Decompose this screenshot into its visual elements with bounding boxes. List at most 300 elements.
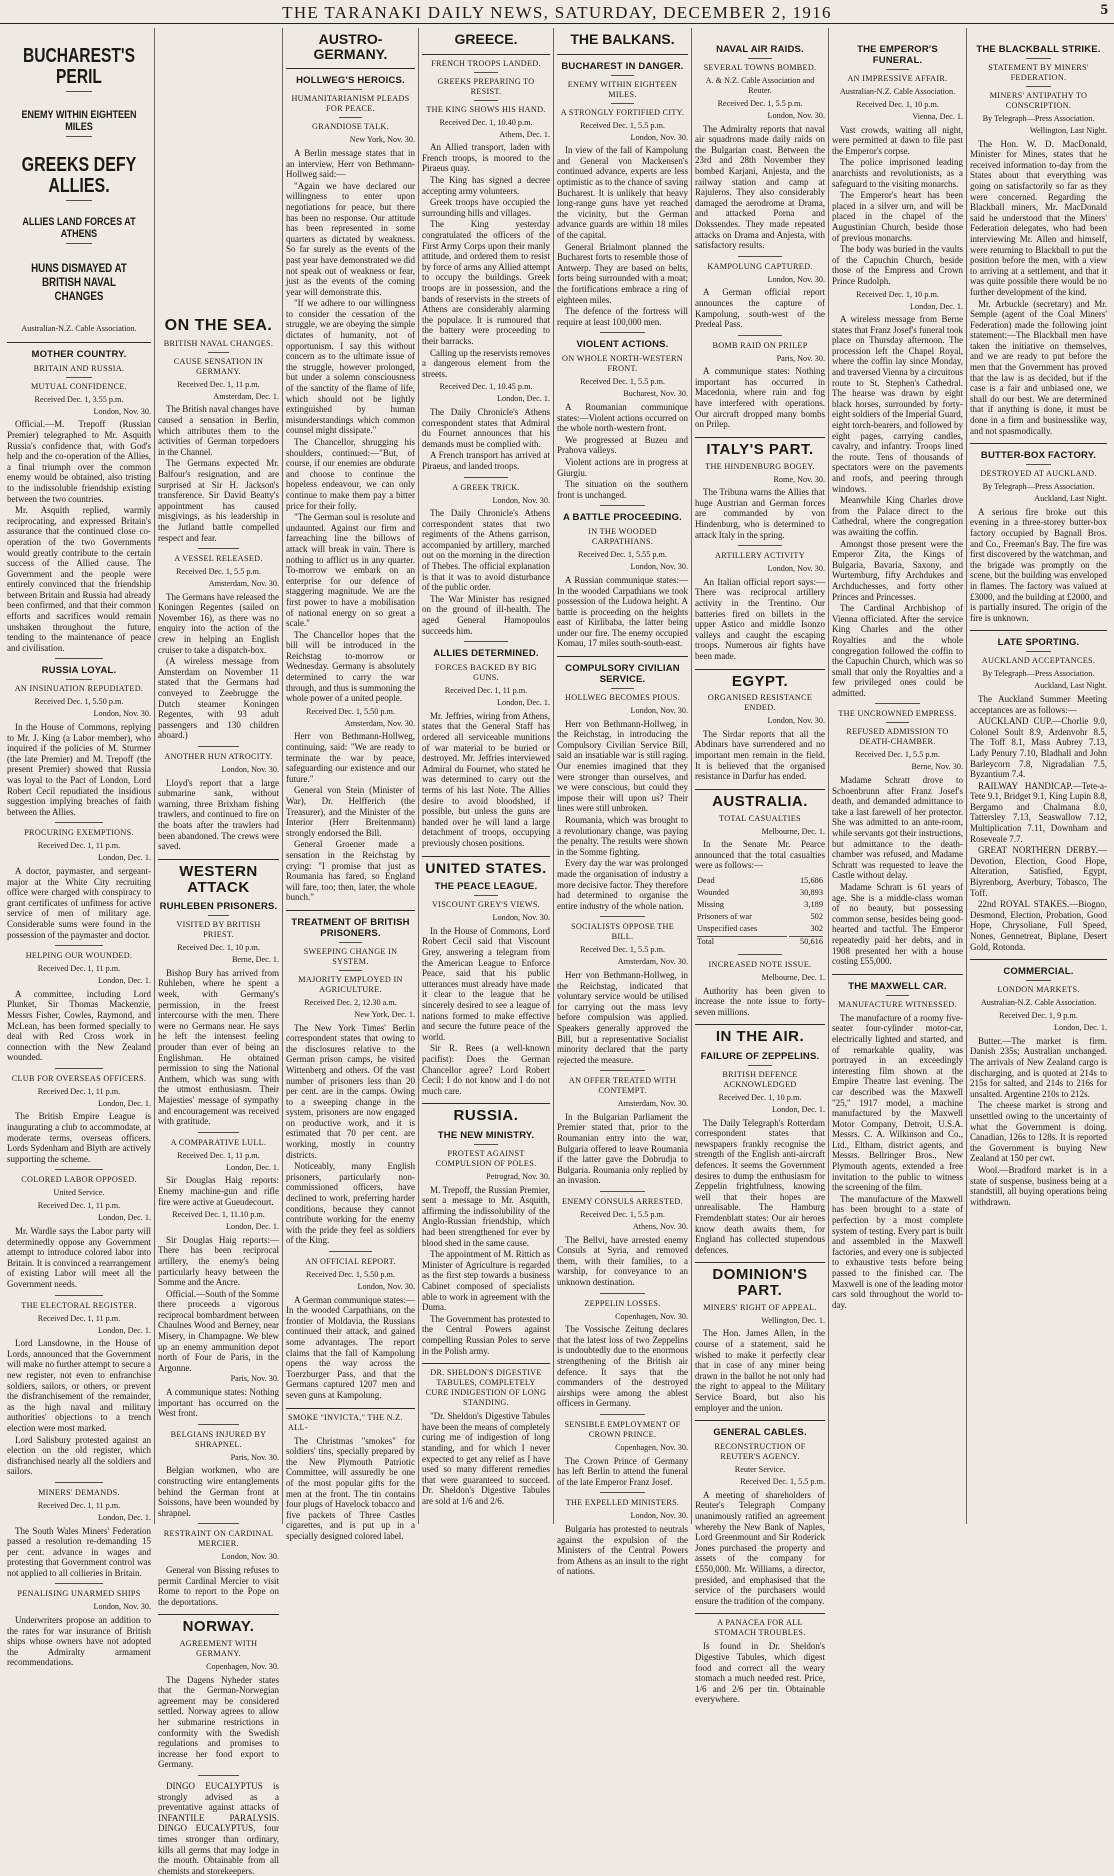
subheading: TOTAL CASUALTIES [719,813,801,823]
subheading: MUTUAL CONFIDENCE. [30,381,128,391]
article-paragraph: A wireless message from Berne states that Franz Josef's funeral took place on Thursday afternoon. The procession left the Chapel Royal, where the coffin lay since Monday, and traversed Vienna by a circuitous route to St. Stephen's Cathedral. The hearse was drawn by eight black horses, surrounded by forty-eight soldiers of the Imperial Guard, eight torch-bearers, and followed by eight pages, carrying candles, cavalry, and infantry. Troops lined the route. Tens of thousands of spectators were on the pavements and roofs, and peering through windows. [832,314,963,494]
subheading: RESTRAINT ON CARDINAL MERCIER. [163,1529,274,1549]
dateline: London, Dec. 1. [98,1325,151,1335]
article-paragraph: Lloyd's report that a large submarine sank, without warning, three Brixham fishing trawlers, and continued to fire on the boats after the trawlers had been abandoned. The crews were saved. [158,777,279,852]
article-paragraph: Every day the war was prolonged made the organisation of industry a more decisive factor. They therefore had determined to organise the entire industry of the whole nation. [557,858,688,911]
received-line: Received Dec. 1, 10 p.m. [856,100,939,109]
subheading: FORCES BACKED BY BIG GUNS. [435,663,537,683]
subheading: ARTILLERY ACTIVITY [715,551,805,561]
subheading: GREEKS PREPARING TO RESIST. [437,76,535,96]
subheading: HOLLWEG'S HEROICS. [296,75,405,87]
section-heading: THE MAXWELL CAR. [848,980,947,992]
dateline: London, Dec. 1. [98,976,151,986]
subheading: AN IMPRESSIVE AFFAIR. [847,74,948,83]
dateline: London, Nov. 30. [93,406,151,416]
article-paragraph: The South Wales Miners' Federation passed a resolution re-demanding 15 per cent. advance in wages and protesting that Government control was not applied to all collieries in Britain. [7,1525,151,1578]
dateline: Vienna, Dec. 1. [912,112,963,121]
subheading: HOLLWEG BECOMES PIOUS. [565,693,680,703]
dateline: London, Dec. 1. [497,394,550,404]
section-heading: BUTTER-BOX FACTORY. [980,450,1097,462]
subheading: BRITISH NAVAL CHANGES. [163,338,274,348]
dateline: London, Nov. 30. [630,706,688,716]
subheading: REFUSED ADMISSION TO DEATH-CHAMBER. [846,727,949,747]
article-paragraph: A serious fire broke out this evening in a three-storey butter-box factory occupied by Bagnall Bros. and Co., Freeman's Bay. The fire was first discovered by the watchman, and the brigade was promptly on the scene, but the building was enveloped in flames. The factory was valued at £3000, and the building at £2000, and is partially insured. The origin of the fire is unknown. [970,506,1107,623]
table-total-row [697,936,823,947]
greece-headline: GREEKS DEFY ALLIES. [21,154,137,198]
subheading: VISCOUNT GREY'S VIEWS. [431,900,541,910]
subheading: THE EXPELLED MINISTERS. [565,1498,680,1508]
dateline: London, Dec. 1. [98,853,151,863]
section-heading: ITALY'S PART. [706,440,814,458]
subheading: A VESSEL RELEASED. [174,554,263,564]
dateline: Wellington, Last Night. [1029,126,1107,135]
article-paragraph: Vast crowds, waiting all night, were permitted at dawn to file past the Emperor's corpse. [832,124,963,156]
table-row [697,888,823,898]
article-paragraph: Sir Douglas Haig reports:—There has been reciprocal artillery, the enemy's being particularly heavy between the Somme and the Ancre. [158,1234,279,1288]
subheading: IN THE WOODED CARPATHIANS. [588,527,657,547]
subheading: HUMANITARIANISM PLEADS FOR PEACE. [291,94,410,114]
article-paragraph: The police imprisoned leading anarchists and revolutionists, as a safeguard to the visiting monarchs. [832,157,963,189]
article-paragraph: In the House of Commons, replying to Mr. J. King (a Labor member), who inquired if the policies of M. Sturmer (the late Premier) and M. Trepoff (the present Premier) showed that Russia was loyal to the Pact of London, Lord Robert Cecil repudiated the insidious suggestion implying breaches of faith between the Allies. [7,722,151,817]
subheading: AN INSINUATION REPUDIATED. [14,684,144,694]
advertisement-text: The Christmas "smokes" for soldiers' tins, specially prepared by the New Plymouth Patriotic Committee, will assuredly be one of the most popular gifts for the men at the front. The tin contains four plugs of Havelock tobacco and five packets of Three Castles cigarettes, and is put up in a specially designed colored label. [286,1435,415,1541]
dateline: London, Dec. 1. [910,301,963,311]
received-line: Received Dec. 1, 9 p.m. [999,1011,1078,1021]
dateline: Berne, Dec. 1. [231,955,279,965]
article-paragraph: A French transport has arrived at Piraeus, and landed troops. [422,450,550,471]
article-paragraph: 22nd ROYAL STAKES.—Biogno, Desmond, Election, Probation, Good Hope, Chrysoliane, Full Speed, Nones, Gennetreat, Biplane, Desert Gold, Rotonda. [970,899,1107,952]
casualty-value: 3,189 [804,899,823,909]
article-paragraph: GREAT NORTHERN DERBY.—Devotion, Election, Good Hope, Alteration, Satisfied, Egypt, Biyrenborg, Averbury, Tobasco, The Toff. [970,845,1107,898]
article-paragraph: A doctor, paymaster, and sergeant-major at the White City recruiting office were charged with conspiracy to grant certificates of unfitness for active service of men of military age. Considerable sums were found in the possession of the paymaster and doctor. [7,865,151,940]
section-heading: GENERAL CABLES. [713,1427,807,1439]
article-paragraph: A communique states: Nothing important has occurred on the West front. [158,1387,279,1419]
article-paragraph: The Germans have released the Koningen Regentes (sailed on November 16), as there was no enquiry into the action of the crew in helping an English cruiser to take a dispatch-box. [158,591,279,655]
subheading: ORGANISED RESISTANCE ENDED. [707,693,813,713]
article-paragraph: A communique states: Nothing important has occurred in Macedonia, where rain and fog have interfered with operations. Our aircraft dropped many bombs on Prilep. [695,366,825,430]
article-paragraph: The War Minister has resigned on the ground of ill-health. The aged General Hamopoulos succeeds him. [422,593,550,636]
article-paragraph: Herr von Bethmann-Hollweg, in the Reichstag, in introducing the Compulsory Civilian Service Bill, said an insatiable war is still raging. Our enemies imagined that they were stronger than ourselves, and we were conscious, but could they impose their will upon us? Their lines were still unbroken. [557,718,688,814]
subheading: CAUSE SENSATION IN GERMANY. [173,356,264,376]
article-paragraph: In view of the fall of Kampolung and General von Mackensen's continued advance, experts are less optimistic as to the chance of saving Bucharest. It is unlikely that heavy long-range guns have yet reached the vicinity, but the German advance guards are within 18 miles of the capital. [557,145,688,241]
dateline: London, Nov. 30. [767,716,825,726]
subheading: PROCURING EXEMPTIONS. [24,828,134,838]
received-line: Received Dec. 1, 11 p.m. [37,1500,121,1510]
received-line: Reuter Service. [734,1465,786,1475]
article-paragraph: "Again we have declared our willingness to enter upon negotiations for peace, but there has been no response. Our attitude has been represented in some quarters as dictated by weakness. So far surely as the events of the past year have demonstrated we did not speak out of weakness or fear, just as the events of the coming year will demonstrate this. [286,180,415,297]
dateline: London, Nov. 30. [221,765,279,775]
dateline: Amsterdam, Nov. 30. [617,957,688,967]
subheading: THE HINDENBURG BOGEY. [705,461,815,471]
article-paragraph: General von Stein (Minister of War), Dr. Helfferich (the Treasurer), and the Minister of the Interior (Herr Breitenmann) strongly endorsed the Bill. [286,785,415,838]
article-paragraph: A meeting of shareholders of Reuter's Telegraph Company unanimously ratified an agreement whereby the New Bank of Naples, Lord Greenmount and Sir Roderick Jones purchased the property and assets of the company for £550,000. Mr. Williams, a director, presided, and emphasised that the service of the purchasers would ensure the tradition of the company. [695,1489,825,1606]
dateline: Melbourne, Dec. 1. [761,972,825,982]
credit-line: By Telegraph—Press Association. [982,669,1095,679]
dateline: Copenhagen, Nov. 30. [615,1311,688,1321]
subheading: MINERS' DEMANDS. [38,1487,120,1497]
subheading: AUCKLAND ACCEPTANCES. [981,656,1096,666]
subheading: ON WHOLE NORTH-WESTERN FRONT. [561,354,684,374]
article-paragraph: The Emperor's heart has been placed in a silver urn, and will be placed in the chapel of the Augustinian Church, beside those of previous monarchs. [832,190,963,243]
subheading: CLUB FOR OVERSEAS OFFICERS. [11,1073,147,1083]
section-heading: GREECE. [454,31,518,47]
dateline: Bucharest, Nov. 30. [623,389,688,399]
subheading: KAMPOLUNG CAPTURED. [707,261,813,271]
dateline: London, Dec. 1. [98,1098,151,1108]
section-heading: THE EMPEROR'S FUNERAL. [857,44,938,66]
received-line: Received Dec. 1, 5.5 p.m. [176,567,261,577]
subheading: ALLIES DETERMINED. [433,648,539,660]
section-heading: AUSTRO-GERMANY. [313,31,388,62]
subheading: RUHLEBEN PRISONERS. [159,901,278,913]
received-line: Received Dec. 1, 11 p.m. [37,964,121,974]
article-paragraph: Sir R. Rees (a well-known pacifist): Does the German Chancellor agree? Lord Robert Cecil: I do not know and I do not much care. [422,1043,550,1096]
table-row [697,900,823,910]
article-paragraph: The Hon. James Allen, in the course of a statement, said he wished to make it perfectly clear that in case of any miner being drawn in the ballot he not only had the right to appeal to the Military Service Board, but also his employer and the union. [695,1328,825,1413]
subheading: DESTROYED AT AUCKLAND. [980,469,1097,479]
advertisement-heading: SMOKE "INVICTA," THE N.Z. ALL- [288,1412,403,1432]
subheading: AGREEMENT WITH GERMANY. [179,1639,258,1659]
received-line: Received Dec. 1, 11 p.m. [444,686,528,696]
section-heading: NAVAL AIR RAIDS. [716,44,804,55]
dateline: Athens, Dec. 1. [499,129,550,139]
received-line: Received Dec. 1, 5.5 p.m. [717,99,803,108]
article-paragraph: "If we adhere to our willingness to consider the cessation of the struggle, we are obeying the simple dictates of humanity, not of opportunism. I say this without concern as to the ultimate issue of the struggle, however prolonged, but under a solemn consciousness of the sanctity of the flame of life, which should not be lightly extinguished by human misunderstandings which common counsel might dissipate." [286,298,415,436]
section-heading: COMPULSORY CIVILIAN SERVICE. [565,663,680,686]
section-heading: LATE SPORTING. [997,637,1080,649]
column-3 [282,28,418,1541]
dateline: London, Dec. 1. [226,1162,279,1172]
received-line: Received Dec. 1, 10 p.m. [718,1093,802,1103]
dateline: Berne, Nov. 30. [911,762,963,772]
article-paragraph: Noticeably, many English prisoners, particularly non-commissioned officers, have declined to work, preferring harder conditions, because they cannot contribute working for the enemy with the pride they feel as soldiers of the King. [286,1161,415,1246]
article-paragraph: General Groener made a sensation in the Reichstag by crying: "I promise that just as Roumania has fared, so England will fare, too; then, later, the whole bunch." [286,839,415,903]
credit-line: Australian-N.Z. Cable Association. [21,324,137,334]
section-heading: RUSSIA LOYAL. [41,665,117,677]
dateline: Amsterdam, Nov. 30. [344,718,415,728]
dateline: Copenhagen, Nov. 30. [615,1442,688,1452]
dateline: London, Dec. 1. [98,1512,151,1522]
article-paragraph: "The German soul is resolute and undaunted. Against our firm and farreaching line the billows of attack will break in vain. There is nothing to afflict us in any quarter. To-morrow we embark on an enterprise for our defence of staggering magnitude. We are the first power to have a mobilisation of national energy on so great a scale." [286,512,415,629]
dateline: London, Nov. 30. [767,564,825,574]
column-4 [418,28,553,1524]
dateline: Auckland, Last Night. [1034,681,1107,691]
column-8 [966,28,1110,1524]
article-paragraph: A German communique states:—In the wooded Carpathians, on the frontier of Moldavia, the Russians continued their attack, and gained some advantages. The report claims that the fall of Kampolung opens the way across the Toerzburger Pass, and that the Germans captured 1207 men and seven guns at Kampolung. [286,1294,415,1400]
subheading: BOMB RAID ON PRILEP [712,340,808,350]
article-paragraph: General von Bissing refuses to permit Cardinal Mercier to visit Rome to report to the Pope on the deportations. [158,1564,279,1607]
received-line: Received Dec. 1, 5.5 p.m. [580,945,665,955]
article-paragraph: Bishop Bury has arrived from Ruhleben, where he spent a week, with Germany's permission, in the freest intercourse with the men. There were no Germans near. He says he left the intensest feeling prouder than ever of being an Englishman. He obtained permission to sing the National Anthem, which was sung with the utmost enthusiasm. Their Majesties' message of sympathy and encouragement was received with gratitude. [158,967,279,1127]
article-paragraph: The Auckland Summer Meeting acceptances are as follows:— [970,693,1107,715]
received-line: Received Dec. 1, 5.50 p.m. [306,706,395,716]
subheading: SEVERAL TOWNS BOMBED. [703,63,817,72]
casualty-value: 502 [810,911,823,921]
article-paragraph: In the Senate Mr. Pearce announced that the total casualties were as follows:— [695,839,825,871]
subheading: LONDON MARKETS. [997,985,1080,995]
article-paragraph: The Admiralty reports that naval air squadrons made daily raids on the Bulgarian coast. Between the 23rd and 28th November they bombed Karjani, Anjesta, and the railway station and camp at Rajuleros. They also considerably damaged the aerodrome at Drama, and attacked Porna and Dokssendes. They made repeated attacks on Drama and Anjesta, with satisfactory results. [695,123,825,251]
article-paragraph: Madame Schratt is 61 years of age. She is a middle-class woman of no beauty, but possessing common sense, besides being good-hearted and tactful. The Emperor repeatedly paid her debts, and in 1908 presented her with a house costing £55,000. [832,882,963,967]
advertisement-text: DINGO EUCALYPTUS is strongly advised as a preventative against attacks of INFANTILE PARALYSIS. DINGO EUCALYPTUS, four times stronger than ordinary, kills all germs that may lodge in the mouth. Obtainable from all chemists and storekeepers. [158,1781,279,1876]
article-paragraph: The New York Times' Berlin correspondent states that owing to the disclosures relative to the German prison camps, he visited Wittenberg and others. Of the vast number of prisoners less than 20 per cent. are in the camps. Owing to a sweeping change in the system, prisoners are now engaged on productive work, and it is estimated that 70 per cent. are working, mostly in country districts. [286,1022,415,1160]
article-paragraph: The body was buried in the vaults of the Capuchin Church, beside those of the Empress and Crown Prince Rudolph. [832,244,963,286]
dateline: Auckland, Last Night. [1034,494,1107,504]
column-2 [154,28,282,1876]
advertisement-text: Is found in Dr. Sheldon's Digestive Tabules, which digest food and correct all the weary stomach a much needed rest. Price, 1/6 and 2/6 per tin. Obtainable everywhere. [695,1641,825,1705]
main-headline: BUCHAREST'S PERIL [22,45,136,88]
section-heading: AUSTRALIA. [712,792,808,810]
subheading: SWEEPING CHANGE IN SYSTEM. [303,946,398,966]
article-paragraph: A Roumanian communique states:—Violent actions occurred on the whole north-western front. [557,401,688,434]
advertisement-text: "Dr. Sheldon's Digestive Tabules have been the means of completely curing me of indigestion of long standing, and for which I never expected to get any relief as I have used so many different remedies that were guaranteed to succeed. Dr. Sheldon's Digestive Tabules are sold at 1/6 and 2/6. [422,1411,550,1506]
article-paragraph: The cheese market is strong and unsettled owing to the uncertainty of what the Government is doing. Canadian, 126s to 128s. It is reported the Government is buying New Zealand at 150 per cwt. [970,1100,1107,1164]
article-paragraph: Underwriters propose an addition to the rates for war insurance of British ships whose owners have not adopted the Admiralty armament recommendations. [7,1615,151,1668]
received-line: Received Dec. 1, 11 p.m. [37,841,121,851]
subheading: ENEMY WITHIN EIGHTEEN MILES. [567,79,678,99]
article-paragraph: The Tribuna warns the Allies that huge Austrian and German forces are commanded by von Hindenburg, who is determined to attack Italy in the spring. [695,487,825,540]
masthead [0,0,1114,24]
column-1 [4,28,154,1668]
credit-line: Australian-N.Z. Cable Association. [839,87,956,96]
dateline: London, Nov. 30. [630,132,688,142]
section-heading: MOTHER COUNTRY. [31,348,127,360]
subheading: FAILURE OF ZEPPELINS. [700,1051,820,1063]
dateline: London, Dec. 1. [226,1222,279,1232]
received-line: Received Dec. 1, 5.5 p.m. [580,1210,665,1220]
credit-line: By Telegraph—Press Association. [982,114,1095,123]
column-7 [828,28,966,1524]
dateline: New York, Nov. 30. [349,135,415,145]
subheading: ZEPPELIN LOSSES. [584,1298,661,1308]
article-paragraph: The Crown Prince of Germany has left Berlin to attend the funeral of the late Emperor Franz Josef. [557,1455,688,1487]
received-line: Received Dec. 1, 5.55 p.m. [578,550,667,560]
dateline: Paris, Nov. 30. [230,1452,279,1462]
dateline: London, Dec. 1. [497,698,550,708]
subheading: THE NEW MINISTRY. [437,1130,535,1142]
article-paragraph: RAILWAY HANDICAP.—Tete-a-Tete 9.1, Bridget 9.1, King Lupin 8.8, Bergamo and Chalmana 8.0, Tattersley 7.13, Seaswallow 7.12, Multiplication 7.11, Downham and Roseveale 7.7. [970,780,1107,844]
dateline: Amsterdam, Nov. 30. [208,579,279,589]
article-paragraph: The Dagens Nyheder states that the German-Norwegian agreement may be considered settled. Norway agrees to allow her submarine restrictions in conformity with the Swedish regulations and promises to increase her food export to Germany. [158,1674,279,1770]
dateline: Copenhagen, Nov. 30. [206,1662,279,1672]
dateline: London, Nov. 30. [93,709,151,719]
table-row [697,876,823,886]
article-paragraph: The situation on the southern front is unchanged. [557,479,688,500]
subheading: MINERS' ANTIPATHY TO CONSCRIPTION. [989,91,1088,110]
article-paragraph: Official.—M. Trepoff (Russian Premier) telegraphed to Mr. Asquith Russia's confidence that, with God's help and the co-operation of the Allies, a final triumph over the common enemy would be obtained, also tristing to the indissoluble friendship existing between the two countries. [7,419,151,504]
article-paragraph: The British Empire League is inaugurating a club to accommodate, at moderate terms, overseas officers. Lords Sydenham and Blyth are actively supporting the scheme. [7,1111,151,1164]
received-line: Received Dec. 1, 10 p.m. [856,289,939,299]
article-paragraph: The Chancellor, shrugging his shoulders, continued:—"But, of course, if our enemies are obdurate and choose to continue the hopeless endeavour, we can only continue to make them pay a bitter price for their folly. [286,437,415,511]
casualty-table [695,874,825,949]
section-heading: ON THE SEA. [164,317,273,334]
article-paragraph: A committee, including Lord Plunket, Sir Thomas Mackenzie, Messrs Fisher, Cowles, Raymond, and McLean, has been formed specially to deal with Red Cross work in connection with the New Zealand wounded. [7,988,151,1063]
credit-line: A. & N.Z. Cable Association and Reuter. [705,76,815,95]
article-paragraph: (A wireless message from Amsterdam on November 11 stated that the Germans had conveyed to Zeebrugge the Dutch steamer Koningen Regentes, with 93 adult passengers and 130 children aboard.) [158,656,279,741]
article-paragraph: Lord Lansdowne, in the House of Lords, announced that the Government will make no further attempt to secure a new register, not even to enfranchise soldiers, sailors, or others, or prevent the disfranchisement of the remainder, as the high naval and military authorities' objections to a trench election were most marked. [7,1338,151,1433]
article-paragraph: The Hon. W. D. MacDonald, Minister for Mines, states that he received information to-day from the States about that everything was going on satisfactorily so far as they were concerned. Regarding the Blackball miners, Mr. MacDonald said he understood that the Miners' Federation delegates, who had been interviewing Mr. Allen and himself, were returning to Blackball to put the position before the men, with a view to arriving at a settlement, and that it was quite possible there would be no further development of the kind. [970,138,1107,297]
received-line: Received Dec. 1, 11 p.m. [37,1086,121,1096]
dateline: Amsterdam, Dec. 1. [213,391,279,401]
article-paragraph: Herr von Bethmann-Hollweg, in the Reichstag, indicated that voluntary service would be utilised for carrying out the mass levy before compulsion was applied. Speakers generally approved the Bill, but a representative Socialist minority declared that the party rejected the measure. [557,969,688,1065]
casualty-total-value: 50,616 [789,936,823,947]
article-paragraph: Wool.—Bradford market is in a state of suspense, business being at a standstill, all buying operations being withdrawn. [970,1164,1107,1207]
received-line: Received Dec. 1, 10.40 p.m. [439,117,533,127]
dateline: London, Nov. 30. [93,1602,151,1612]
dateline: London, Nov. 30. [767,274,825,284]
subheading: PROTEST AGAINST COMPULSION OF POLES. [435,1149,537,1169]
article-paragraph: The Daily Chronicle's Athens correspondent states that two regiments of the Athens garrison, accompanied by artillery, marched out on the morning in the direction of Thebes. The official explanation is that it was to avoid disturbance of the public order. [422,508,550,593]
page-number: 5 [1100,2,1108,18]
received-line: Received Dec. 1, 5.5 p.m. [580,120,665,130]
subheading: AN OFFICIAL REPORT. [305,1257,396,1266]
casualty-value: 302 [810,923,823,933]
advertisement-heading: DR. SHELDON'S DIGESTIVE TABULES, COMPLETELY CURE INDIGESTION OF LONG STANDING. [425,1368,547,1408]
subheading: HELPING OUR WOUNDED. [25,951,133,961]
subheading: AN OFFER TREATED WITH CONTEMPT. [568,1076,677,1096]
subheading: THE UNCROWNED EMPRESS. [838,709,957,719]
casualty-total-label: Total [697,936,787,947]
dateline: Athens, Nov. 30. [632,1222,688,1232]
article-paragraph: Roumania, which was brought to a revolutionary change, was paying the penalty. The results were shown in the Somme fighting. [557,815,688,857]
dateline: London, Nov. 30. [492,495,550,505]
subheading: BELGIANS INJURED BY SHRAPNEL. [170,1429,267,1449]
dateline: London, Nov. 30. [492,913,550,923]
section-heading: EGYPT. [731,672,789,690]
article-paragraph: General Brialmont planned the Bucharest forts to resemble those of Antwerp. They are based on belts, forts being surrounded with a moat; the fortifications embrace a ring of eighteen miles. [557,241,688,305]
subheading: A COMPARATIVE LULL. [170,1137,267,1147]
article-paragraph: Madame Schratt drove to Schoenbrunn after Franz Josef's death, and demanded admittance to take a last farewell of her protector. She was admitted to an ante-room, while servants got their instructions, but admittance to the death-chamber was refused, and Madame Schratt was requested to leave the Castle without delay. [832,775,963,881]
article-paragraph: A Berlin message states that in an interview, Herr von Bethmann-Hollweg said:— [286,147,415,180]
received-line: Received Dec. 1, 5.5 p.m. [855,750,940,760]
received-line: Received Dec. 1, 11 p.m. [37,1201,121,1211]
article-paragraph: Bulgaria has protested to neutrals against the expulsion of the Ministers of the Central Powers from Athens as an insult to the right of nations. [557,1523,688,1577]
section-heading: TREATMENT OF BRITISH PRISONERS. [291,916,410,939]
article-paragraph: The Sirdar reports that all the Abdinars have surrendered and no important men remain in the field. It is believed that the organised resistance in Darfur has ended. [695,728,825,782]
subheading: SOCIALISTS OPPOSE THE BILL. [570,922,675,942]
casualty-label: Prisoners of war [697,911,752,921]
table-row [697,924,823,934]
article-paragraph: We progressed at Buzeu and Prahova valleys. [557,434,688,456]
article-paragraph: A German official report announces the capture of Kampolung, south-west of the Predeal Pass. [695,287,825,330]
subheading: A GREEK TRICK. [452,482,520,492]
subheading: A STRONGLY FORTIFIED CITY. [560,107,685,117]
article-paragraph: Mr. Asquith replied, warmly reciprocating, and expressed Britain's assurance that the continued close co-operation of the two Governments would greatly contribute to the certain success of the Allied cause. The Government and the people were entirely convinced that the friendship between Britain and Russia had already been confirmed, and that their common efforts and sacrifices would remain unshaken throughout the future, tending to the maintenance of peace and civilisation. [7,505,151,653]
received-line: Received Dec. 1, 11 p.m. [177,379,260,389]
received-line: Received Dec. 1, 3.55 p.m. [34,394,124,404]
dateline: Paris, Nov. 30. [230,1374,279,1384]
section-heading: THE BALKANS. [570,31,675,47]
article-paragraph: The Daily Chronicle's Athens correspondent states that Admiral du Fournet announces that his demands must be complied with. [422,406,550,449]
subheading: RECONSTRUCTION OF REUTER'S AGENCY. [714,1442,806,1462]
article-paragraph: Calling up the reservists removes a dangerous element from the streets. [422,347,550,379]
column-6 [691,28,828,1705]
article-paragraph: The Daily Telegraph's Rotterdam correspondent states that newspapers frankly recognise the strength of the English anti-aircraft defences. It seems the Government desires to dump the enthusiasm for Zeppelin frightfulness, knowing well that their hopes are unrealisable. The Hamburg Fremdenblatt states: Our air heroes know death awaits them, for England has collected stupendous defences. [695,1117,825,1255]
article-paragraph: Official.—South of the Somme there proceeds a vigorous reciprocal bombardment between Chaulnes Wood and Berney, near Misery, in Champagne. We blew up an enemy ammunition depot north of Four de Paris, in the Argonne. [158,1288,279,1373]
subheading: A BATTLE PROCEEDING. [562,512,683,524]
article-paragraph: Herr von Bethmann-Hollweg, continuing, said: "We are ready to terminate the war by peace, safeguarding our existence and our future." [286,731,415,784]
subheading: ANOTHER HUN ATROCITY. [164,752,273,762]
dateline: London, Dec. 1. [98,1213,151,1223]
received-line: Received Dec. 1, 10.45 p.m. [439,382,533,392]
article-paragraph: The manufacture of a roomy five-seater four-cylinder motor-car, electrically lighted and started, and of remarkable quality, was portrayed in an exceedingly interesting film shown at the Empire Theatre last evening. The car described was the Maxwell "25," 1917 model, a machine manufactured by the Maxwell Motor Company, Detroit, U.S.A. Messrs. C. A. Wilkinson and Co., Ltd., Eltham, district agents, and Messrs. Bellringer Bros., New Plymouth agents, extended a free invitation to the public to witness the screening of the film. [832,1012,963,1193]
article-paragraph: The Government has protested to the Central Powers against compelling Russian Poles to serve in the Polish army. [422,1313,550,1356]
subheading: BRITISH DEFENCE ACKNOWLEDGED [722,1070,798,1090]
received-line: Received Dec. 1, 5.50 p.m. [306,1270,395,1279]
casualty-value: 15,686 [799,875,823,885]
dateline: London, Nov. 30. [630,1511,688,1521]
table-row [697,912,823,922]
article-paragraph: The Bellvi, have arrested enemy Consuls at Syria, and removed them, with their families, to a warship, for conveyance to an unknown destination. [557,1234,688,1287]
subheading: ENEMY CONSULS ARRESTED. [561,1197,683,1207]
dateline: London, Nov. 30. [630,562,688,572]
article-paragraph: Violent actions are in progress at Giurgiu. [557,456,688,478]
main-subheadline: ENEMY WITHIN EIGHTEEN MILES [21,109,137,133]
article-paragraph: An Allied transport, laden with French troops, is moored to the Piraeus quay. [422,142,550,174]
advertisement-heading: A PANACEA FOR ALL STOMACH TROUBLES. [714,1618,806,1638]
article-paragraph: The Chancellor hopes that the bill will be introduced in the Reichstag to-morrow or Wednesday. Germany is absolutely determined to carry the war through, and thus is summoning the whole power of a united people. [286,629,415,704]
section-heading: THE BLACKBALL STRIKE. [976,44,1101,55]
subheading: STATEMENT BY MINERS' FEDERATION. [988,63,1089,82]
received-line: Received Dec. 1, 11 p.m. [37,1313,121,1323]
naval-headline: HUNS DISMAYED AT BRITISH NAVAL CHANGES [31,263,127,304]
casualty-value: 30,893 [799,887,823,897]
section-heading: RUSSIA. [453,1107,519,1125]
section-heading: NORWAY. [182,1618,255,1636]
section-heading: COMMERCIAL. [1003,966,1074,978]
subheading: INCREASED NOTE ISSUE. [708,959,812,969]
article-paragraph: Amongst those present were the Emperor Zita, the Kings of Bulgaria, Bavaria, Saxony, and Wurtemburg, fifty Archdukes and Archduchesses, and forty other Princes and Princesses. [832,538,963,602]
article-paragraph: The British naval changes have caused a sensation in Berlin, which attributes them to the activities of German torpedoers in the Channel. [158,404,279,457]
subheading: VIOLENT ACTIONS. [576,339,669,351]
received-line: Received Dec. 1, 5.5 p.m. [580,377,665,387]
subheading: MAJORITY EMPLOYED IN AGRICULTURE. [298,974,403,994]
credit-line: By Telegraph—Press Association. [982,482,1095,492]
article-paragraph: The Germans expected Mr. Balfour's resignation, and are surprised at Sir H. Jackson's transference. Sir David Beatty's appointment has caused misgivings, as his leadership in the Jutland battle compelled respect and fear. [158,458,279,543]
article-paragraph: The manufacture of the Maxwell has been brought to a state of perfection by a most complete system of testing. Every part is built and assembled in the Maxwell factories, and every one is subjected to exhaustive tests before being passed to the finished car. The Maxwell is one of the leading motor cars sold throughout the world to-day. [832,1193,963,1310]
athens-headline: ALLIES LAND FORCES AT ATHENS [22,216,136,240]
section-heading: UNITED STATES. [425,859,547,876]
article-paragraph: Mr. Wardle says the Labor party will determinedly oppose any Government attempt to introduce colored labor into Britain. It is convinced a rearrangement of existing Labor will meet all the Government needs. [7,1226,151,1289]
dateline: Melbourne, Dec. 1. [761,826,825,836]
casualty-label: Unspecified cases [697,923,758,933]
article-paragraph: The appointment of M. Rittich as Minister of Agriculture is regarded as the first step towards a business Cabinet composed of specialists able to work in agreement with the Duma. [422,1249,550,1313]
subheading: BUCHAREST IN DANGER. [561,60,684,72]
dateline: Amsterdam, Nov. 30. [617,1099,688,1109]
subheading: MINERS' RIGHT OF APPEAL. [703,1302,817,1312]
dateline: New York, Dec. 1. [354,1009,415,1019]
article-paragraph: AUCKLAND CUP.—Chorlie 9.0, Colonel Soult 8.9, Ardenvohr 8.5, The Toff 8.1, Mass Aubrey 7.13, Lady Penury 7.10, Bladhall and John Barleycorn 7.8, Nigradalian 7.5, Byzantium 7.4. [970,716,1107,780]
subheading: GRANDIOSE TALK. [312,122,389,132]
casualty-label: Dead [697,875,715,885]
received-line: Received Dec. 1, 5.50 p.m. [34,697,124,707]
newspaper-title: THE TARANAKI DAILY NEWS, SATURDAY, DECEMBER 2, 1916 [282,3,832,22]
subheading: FRENCH TROOPS LANDED. [431,58,541,68]
article-paragraph: An Italian official report says:—There was reciprocal artillery activity in the Trentino. Our batteries fired on billets in the upper Astico and middle Isonzo valleys and caught the escaping troops. Numerous air fights have been made. [695,576,825,661]
article-paragraph: Mr. Arbuckle (secretary) and Mr. Semple (agent of the Coal Miners' Federation) made the following joint statement:—The Blackball men have taken the initiative on themselves, and we are ready to put before the men that the Government has proved that the law is as decided, but if the case is a fair and unbiased one, we shall do our best. We are determined that if anything is done, it must be done in a firm and businesslike way, and not spasmodically. [970,298,1107,436]
credit-line: Australian-N.Z. Cable Association. [980,998,1097,1008]
article-paragraph: The Cardinal Archbishop of Vienna officiated. After the service King Charles and the other Royalties and the whole congregation followed the coffin to the Capuchin Church, which was so small that only the Royalties and a few privileged ones could be admitted. [832,603,963,698]
subheading: THE PEACE LEAGUE. [434,881,538,893]
article-paragraph: In the House of Commons, Lord Robert Cecil said that Viscount Grey, answering a telegram from the American League to Enforce Peace, said that his public utterances must already have made it clear to the league that he sincerely desired to see a league of nations formed to make effective and secure the future peace of the world. [422,925,550,1042]
article-paragraph: Belgian workmen, who are constructing wire entanglements behind the German front at Soissons, have been wounded by shrapnel. [158,1465,279,1518]
column-5 [553,28,691,1577]
article-paragraph: The King has signed a decree accepting army volunteers. [422,175,550,196]
dateline: London, Nov. 30. [767,111,825,120]
dateline: Paris, Nov. 30. [776,353,825,363]
subheading: BRITAIN AND RUSSIA. [33,363,125,373]
received-line: Received Dec. 1, 11.10 p.m. [172,1210,265,1220]
subheading: VISITED BY BRITISH PRIEST. [176,920,261,940]
